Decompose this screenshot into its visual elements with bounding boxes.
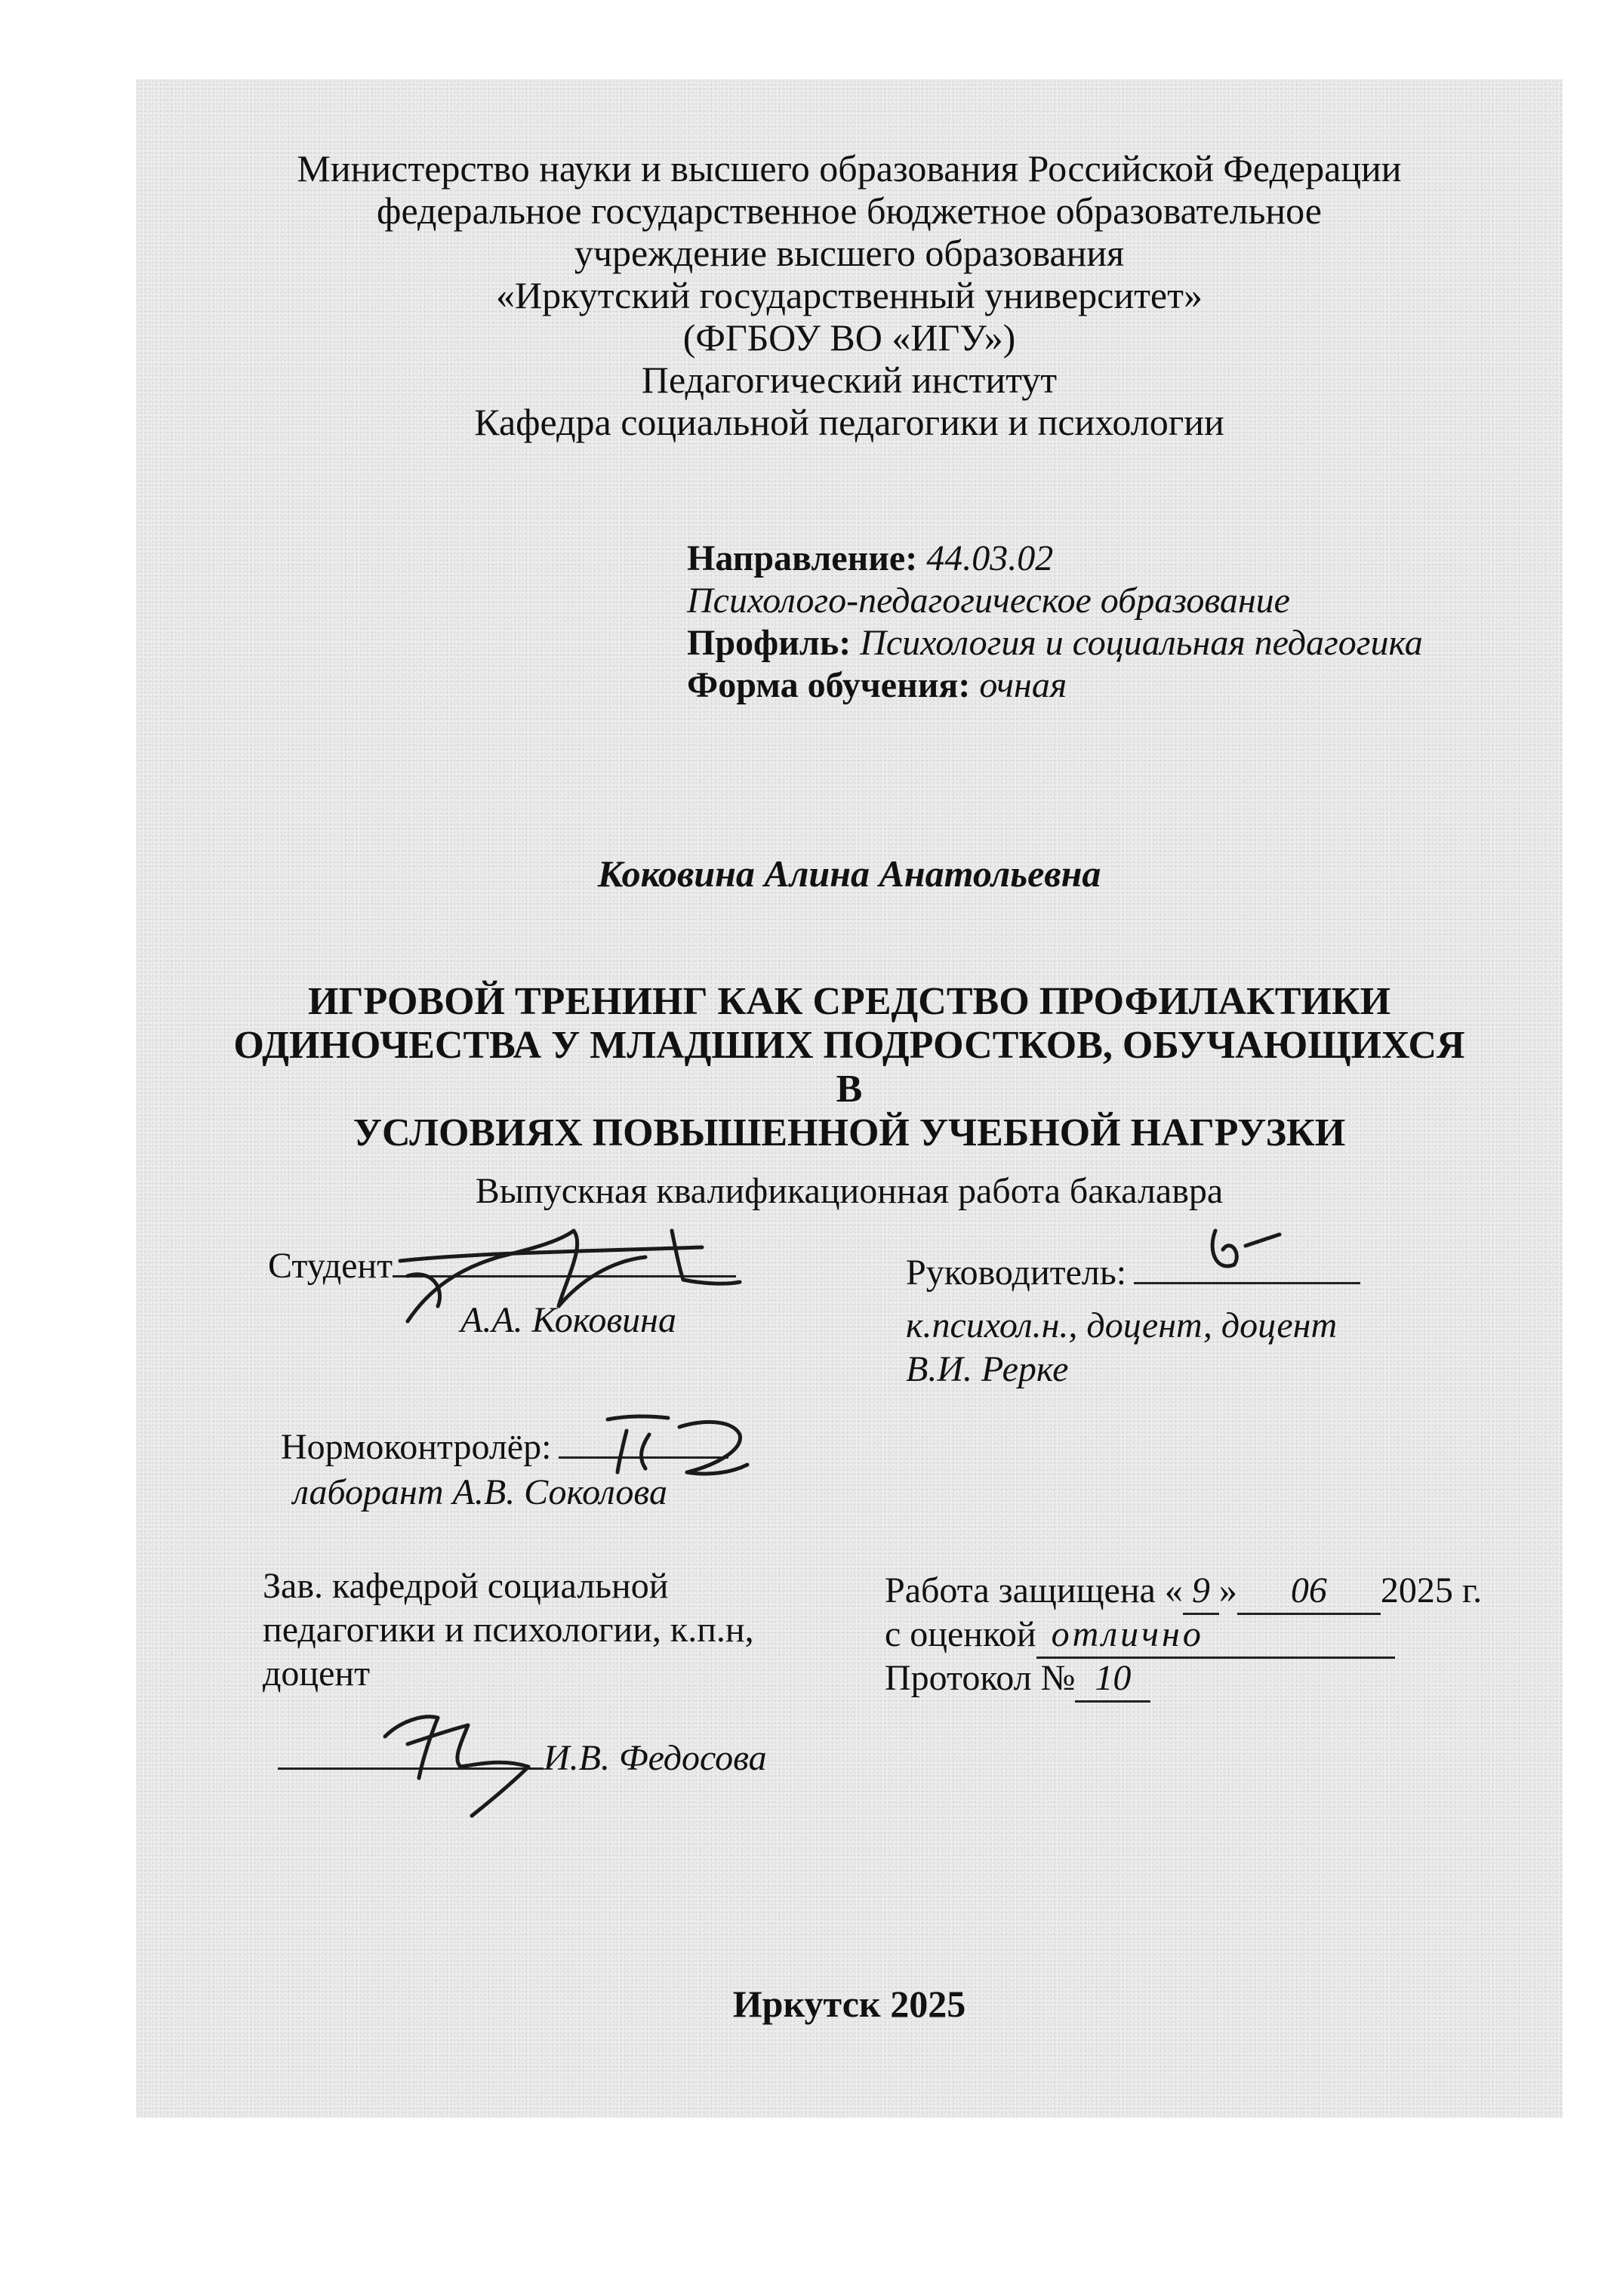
institution-header xyxy=(136,147,1563,443)
grade-value: отлично xyxy=(1036,1613,1395,1659)
header-line-institution-type: учреждение высшего образования xyxy=(574,232,1125,274)
profile-value: Психология и социальная педагогика xyxy=(860,623,1423,663)
head-line-1: Зав. кафедрой социальной xyxy=(263,1566,669,1606)
head-signature xyxy=(377,1691,551,1820)
profile-row xyxy=(687,622,1423,664)
header-line-abbreviation: (ФГБОУ ВО «ИГУ») xyxy=(682,316,1016,359)
defense-row xyxy=(885,1569,1482,1615)
student-label: Студент xyxy=(268,1246,393,1286)
head-block xyxy=(263,1564,754,1696)
grade-row xyxy=(885,1613,1395,1659)
title-line-2: ОДИНОЧЕСТВА У МЛАДШИХ ПОДРОСТКОВ, ОБУЧАЮЩИХСЯ В xyxy=(233,1024,1465,1111)
supervisor-position: к.психол.н., доцент, доцент xyxy=(906,1305,1338,1345)
normocontrol-label: Нормоконтролёр: xyxy=(281,1427,552,1467)
header-line-department: Кафедра социальной педагогики и психологии xyxy=(474,401,1224,443)
author-name: Коковина Алина Анатольевна xyxy=(597,852,1101,895)
student-signature xyxy=(385,1216,747,1336)
head-line-2: педагогики и психологии, к.п.н, xyxy=(263,1610,754,1650)
form-row xyxy=(687,664,1423,707)
header-line-institute: Педагогический институт xyxy=(641,359,1058,401)
supervisor-name: В.И. Рерке xyxy=(906,1349,1069,1389)
title-line-1: ИГРОВОЙ ТРЕНИНГ КАК СРЕДСТВО ПРОФИЛАКТИКИ xyxy=(307,980,1391,1023)
defense-month: 06 xyxy=(1237,1569,1381,1615)
direction-name: Психолого-педагогическое образование xyxy=(687,581,1290,621)
thesis-title xyxy=(219,980,1480,1155)
program-info xyxy=(687,538,1423,707)
form-value: очная xyxy=(979,665,1067,705)
supervisor-label: Руководитель: xyxy=(906,1253,1127,1293)
supervisor-signature xyxy=(1200,1219,1291,1287)
head-line-3: доцент xyxy=(263,1653,371,1693)
city-year: Иркутск 2025 xyxy=(732,1983,966,2025)
protocol-row xyxy=(885,1657,1150,1703)
protocol-label: Протокол № xyxy=(885,1658,1076,1698)
student-name: А.А. Коковина xyxy=(460,1300,676,1340)
title-line-3: УСЛОВИЯХ ПОВЫШЕННОЙ УЧЕБНОЙ НАГРУЗКИ xyxy=(353,1111,1346,1154)
defense-mid: » xyxy=(1218,1570,1237,1610)
direction-row xyxy=(687,538,1423,580)
form-label: Форма обучения: xyxy=(687,665,971,705)
direction-code: 44.03.02 xyxy=(926,538,1054,578)
normocontrol-person: лаборант А.В. Соколова xyxy=(293,1472,667,1512)
defense-prefix: Работа защищена « xyxy=(885,1570,1183,1610)
header-line-university: «Иркутский государственный университет» xyxy=(496,274,1203,316)
supervisor-block xyxy=(906,1251,1360,1295)
header-line-federal: федеральное государственное бюджетное образовательное xyxy=(377,190,1322,232)
work-type: Выпускная квалификационная работа бакалавра xyxy=(475,1171,1224,1211)
defense-year: 2025 г. xyxy=(1380,1570,1483,1610)
direction-name-row xyxy=(687,580,1423,622)
protocol-number: 10 xyxy=(1075,1657,1150,1703)
defense-day: 9 xyxy=(1183,1569,1219,1615)
direction-label: Направление: xyxy=(687,538,918,578)
profile-label: Профиль: xyxy=(687,623,852,663)
grade-label: с оценкой xyxy=(885,1614,1036,1654)
header-line-ministry: Министерство науки и высшего образования Российской Федерации xyxy=(297,147,1402,190)
head-name: И.В. Федосова xyxy=(544,1738,767,1778)
